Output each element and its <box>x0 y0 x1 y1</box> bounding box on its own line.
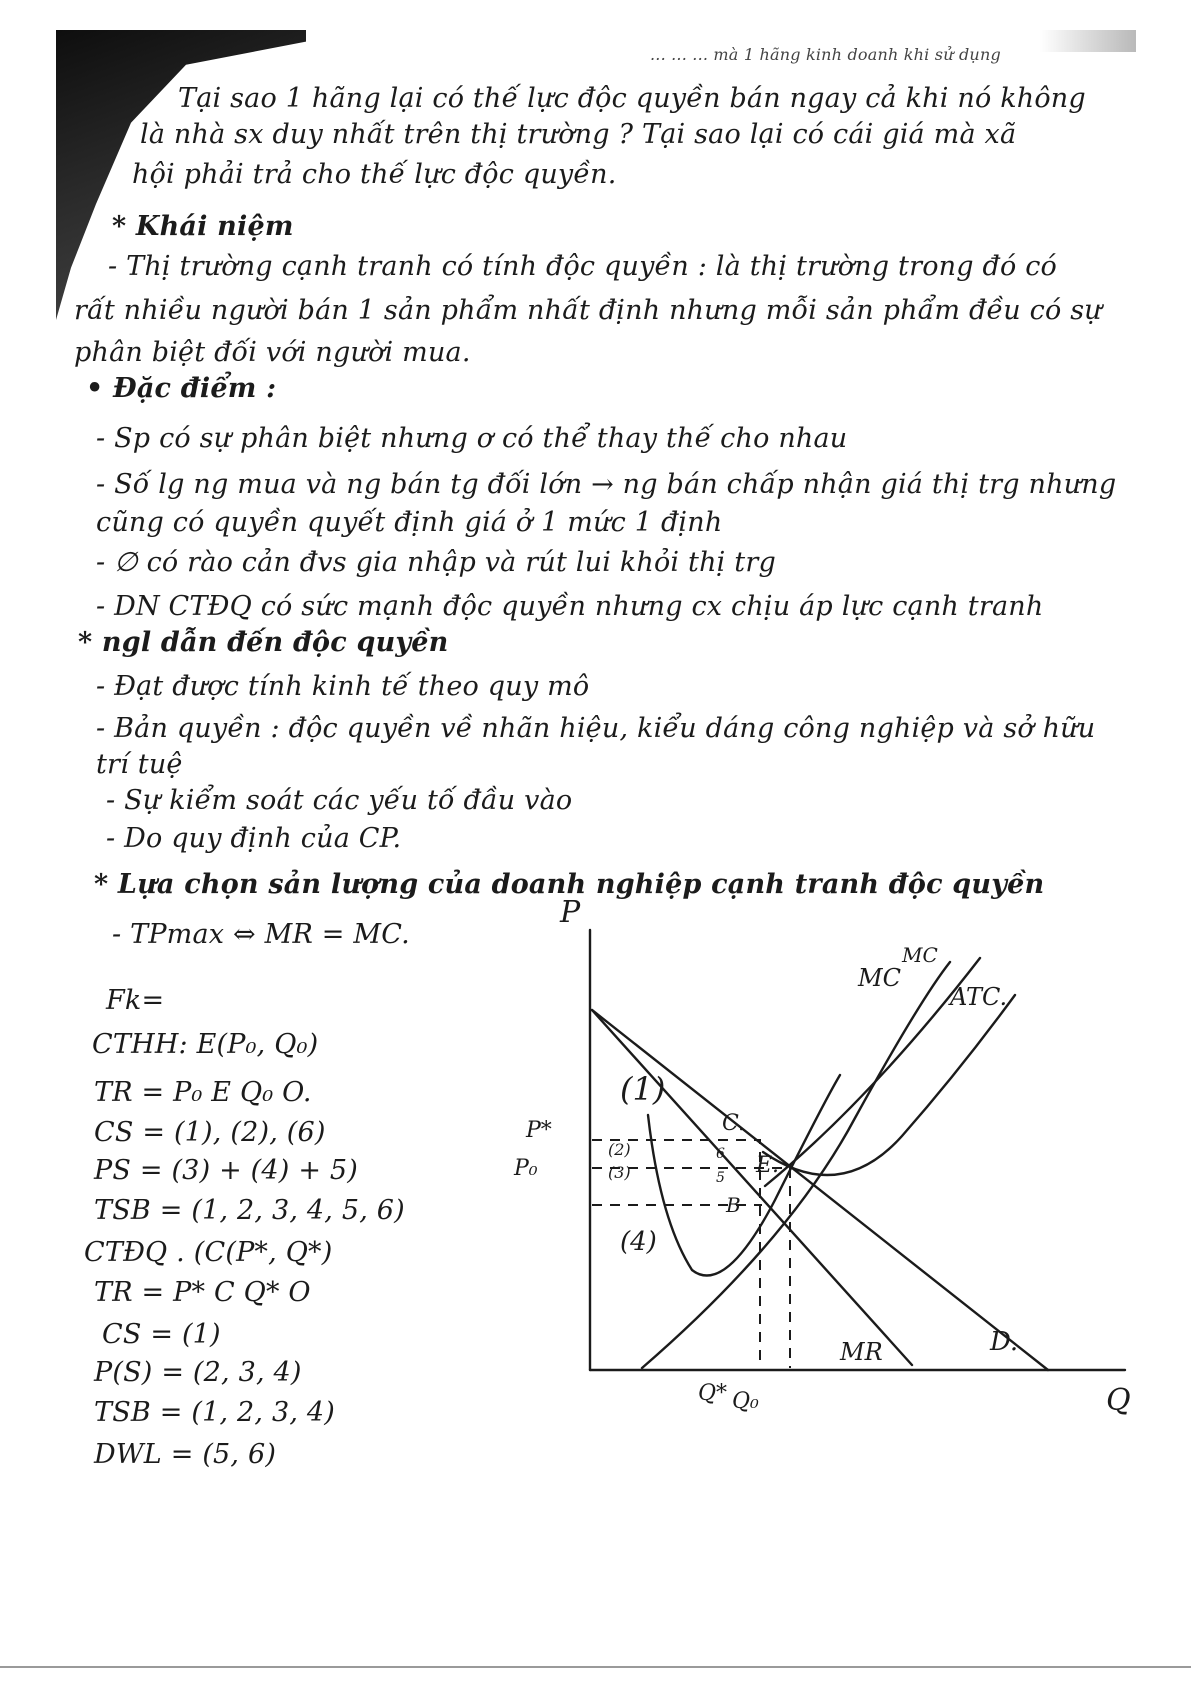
question-line-3: hội phải trả cho thế lực độc quyền. <box>132 159 617 190</box>
note-2: TR = P₀ E Q₀ O. <box>94 1077 312 1108</box>
region-6-label: 6 <box>716 1146 725 1162</box>
note-6: CTĐQ . (C(P*, Q*) <box>84 1237 333 1268</box>
definition-heading: * Khái niệm <box>112 211 294 242</box>
pstar-label: P* <box>526 1118 552 1143</box>
mc-curve-2 <box>765 958 980 1186</box>
note-8: CS = (1) <box>102 1319 221 1350</box>
output-heading: * Lựa chọn sản lượng của doanh nghiệp cạnh tranh độc quyền <box>94 869 1045 900</box>
region-5-label: 5 <box>716 1170 725 1186</box>
causes-line-2: - Bản quyền : độc quyền về nhãn hiệu, kiểu dáng công nghiệp và sở hữu <box>96 713 1096 744</box>
region-4-label: (4) <box>620 1227 657 1257</box>
definition-line-1: - Thị trường cạnh tranh có tính độc quyền : là thị trường trong đó có <box>108 251 1058 282</box>
causes-line-3: trí tuệ <box>96 749 183 780</box>
output-rule: - TPmax ⇔ MR = MC. <box>112 919 410 950</box>
mc-curve <box>642 962 950 1368</box>
q0-label: Q₀ <box>732 1389 759 1414</box>
note-5: TSB = (1, 2, 3, 4, 5, 6) <box>94 1195 405 1226</box>
region-2-label: (2) <box>608 1140 631 1159</box>
atc-label: ATC. <box>950 983 1008 1011</box>
note-9: P(S) = (2, 3, 4) <box>94 1357 302 1388</box>
definition-line-3: phân biệt đối với người mua. <box>74 337 471 368</box>
question-line-1: Tại sao 1 hãng lại có thế lực độc quyền bán ngay cả khi nó không <box>178 83 1086 114</box>
note-3: CS = (1), (2), (6) <box>94 1117 326 1148</box>
scan-shadow-right <box>1040 30 1136 52</box>
note-1: CTHH: E(P₀, Q₀) <box>92 1029 319 1060</box>
mc-label: MC <box>858 964 901 992</box>
causes-line-5: - Do quy định của CP. <box>106 823 402 854</box>
features-line-5: - DN CTĐQ có sức mạnh độc quyền nhưng cx chịu áp lực cạnh tranh <box>96 591 1044 622</box>
causes-line-4: - Sự kiểm soát các yếu tố đầu vào <box>106 785 573 816</box>
note-7: TR = P* C Q* O <box>94 1277 311 1308</box>
note-11: DWL = (5, 6) <box>94 1439 277 1470</box>
features-line-2: - Số lg ng mua và ng bán tg đối lớn → ng bán chấp nhận giá thị trg nhưng <box>96 469 1117 500</box>
mc2-label: MC <box>902 943 938 967</box>
features-line-4: - ∅ có rào cản đvs gia nhập và rút lui khỏi thị trg <box>96 547 776 578</box>
definition-line-2: rất nhiều người bán 1 sản phẩm nhất định nhưng mỗi sản phẩm đều có sự <box>74 295 1102 326</box>
causes-heading: * ngl dẫn đến độc quyền <box>78 627 449 658</box>
monopolistic-competition-diagram <box>514 895 1140 1420</box>
point-c-label: C. <box>722 1111 746 1136</box>
mr-curve <box>592 1010 912 1365</box>
region-3-label: (3) <box>608 1163 631 1182</box>
features-line-1: - Sp có sự phân biệt nhưng ơ có thể thay thế cho nhau <box>96 423 848 454</box>
features-heading: • Đặc điểm : <box>86 373 277 404</box>
p0-label: P₀ <box>514 1156 538 1181</box>
note-4: PS = (3) + (4) + 5) <box>94 1155 359 1186</box>
mr-label: MR <box>840 1338 883 1366</box>
axis-x-label: Q <box>1106 1383 1131 1418</box>
faint-top-text: ... ... ... mà 1 hãng kinh doanh khi sử dụng <box>650 45 1001 64</box>
question-line-2: là nhà sx duy nhất trên thị trường ? Tại sao lại có cái giá mà xã <box>140 119 1017 150</box>
point-b-label: B <box>726 1193 741 1217</box>
d-label: D. <box>990 1327 1019 1357</box>
point-e-label: E. <box>756 1153 780 1178</box>
qstar-label: Q* <box>698 1381 728 1406</box>
note-10: TSB = (1, 2, 3, 4) <box>94 1397 336 1428</box>
features-line-3: cũng có quyền quyết định giá ở 1 mức 1 định <box>96 507 723 538</box>
note-0: Fk= <box>106 985 165 1016</box>
scan-bottom-edge <box>0 1666 1191 1668</box>
causes-line-1: - Đạt được tính kinh tế theo quy mô <box>96 671 590 702</box>
region-1-label: (1) <box>620 1070 666 1108</box>
axis-y-label: P <box>560 895 581 930</box>
